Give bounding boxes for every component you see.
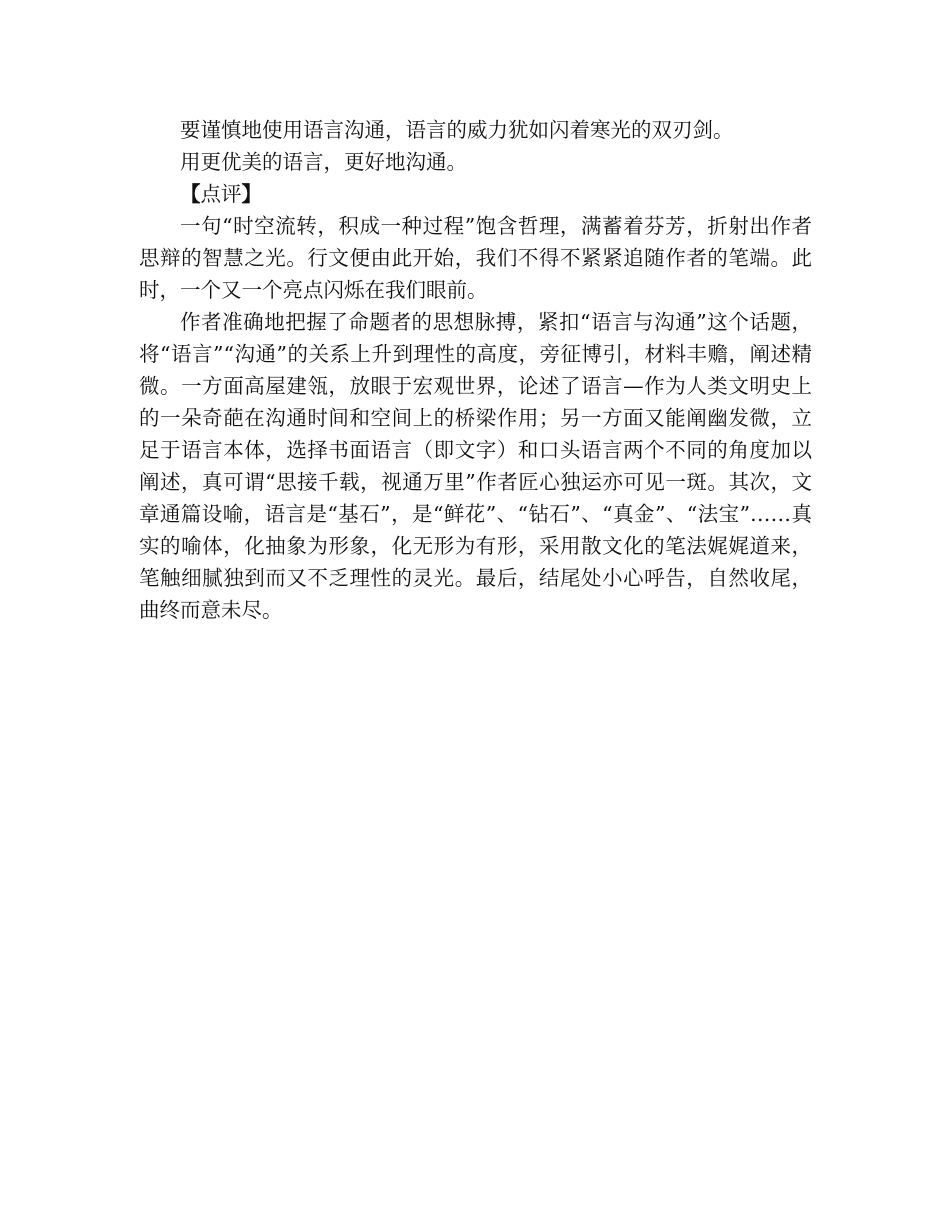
review-paragraph-analysis: 作者准确地把握了命题者的思想脉搏，紧扣“语言与沟通”这个话题，将“语言”“沟通”的关系上升到理性的高度，旁征博引，材料丰赡，阐述精微。一方面高屋建瓴，放眼于宏观世界，论述了语言—作为人类文明史上的一朵奇葩在沟通时间和空间上的桥梁作用；另一方面又能阐幽发微，立足于语言本体，选择书面语言（即文字）和口头语言两个不同的角度加以阐述，真可谓“思接千载，视通万里”作者匠心独运亦可见一斑。其次，文章通篇设喻，语言是“基石”，是“鲜花”、“钻石”、“真金”、“法宝”……真实的喻体，化抽象为形象，化无形为有形，采用散文化的笔法娓娓道来，笔触细腻独到而又不乏理性的灵光。最后，结尾处小心呼告，自然收尾，曲终而意未尽。 bbox=[139, 310, 812, 622]
paragraph-better-communication: 用更优美的语言，更好地沟通。 bbox=[180, 150, 467, 174]
review-heading-close-bracket: 】 bbox=[241, 182, 262, 206]
document-body bbox=[139, 114, 812, 626]
review-heading-text: 点评 bbox=[200, 182, 242, 206]
paragraph-caution: 要谨慎地使用语言沟通，语言的威力犹如闪着寒光的双刃剑。 bbox=[180, 118, 734, 142]
review-paragraph-intro: 一句“时空流转，积成一种过程”饱含哲理，满蓄着芬芳，折射出作者思辩的智慧之光。行文便由此开始，我们不得不紧紧追随作者的笔端。此时，一个又一个亮点闪烁在我们眼前。 bbox=[139, 214, 812, 302]
review-heading bbox=[139, 178, 812, 210]
review-heading-open-bracket: 【 bbox=[180, 182, 201, 206]
